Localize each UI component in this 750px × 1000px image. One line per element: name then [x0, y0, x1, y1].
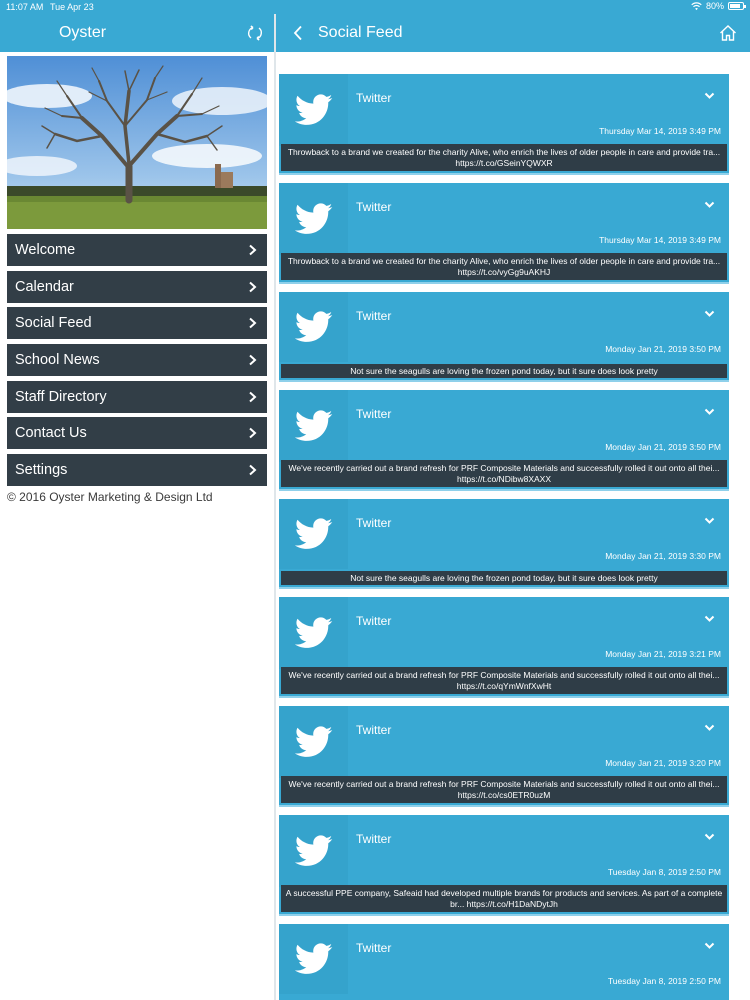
battery-percent: 80% [705, 1, 724, 11]
chevron-right-icon [248, 317, 257, 329]
chevron-down-icon[interactable] [704, 517, 715, 525]
chevron-right-icon [248, 391, 257, 403]
card-text: We've recently carried out a brand refresh for PRF Composite Materials and successfully rolled it out onto all thei... https://t.co/cs0ETR0uzM [281, 776, 727, 803]
card-date: Thursday Mar 14, 2019 3:49 PM [599, 235, 721, 245]
menu-item-label: Calendar [15, 278, 74, 295]
card-icon-box [279, 815, 348, 887]
app-title: Oyster [58, 24, 107, 41]
chevron-down-icon[interactable] [704, 408, 715, 416]
feed-card-6[interactable] [279, 597, 729, 698]
feed-card-9[interactable] [279, 924, 729, 1000]
feed-card-8[interactable] [279, 815, 729, 916]
battery-fill [730, 4, 740, 8]
menu-item-social-feed[interactable] [7, 307, 267, 339]
wifi-icon [691, 2, 702, 11]
card-source-label: Twitter [356, 200, 392, 214]
card-source-label: Twitter [356, 309, 392, 323]
battery-icon [728, 2, 744, 10]
back-chevron-icon[interactable] [292, 25, 304, 41]
menu-item-settings[interactable] [7, 454, 267, 486]
menu-item-label: Contact Us [15, 425, 87, 442]
side-menu [7, 234, 267, 491]
chevron-right-icon [248, 427, 257, 439]
twitter-bird-icon [295, 410, 333, 442]
chevron-right-icon [248, 464, 257, 476]
copyright-text: © 2016 Oyster Marketing & Design Ltd [7, 490, 213, 504]
page-title: Social Feed [318, 24, 403, 41]
chevron-right-icon [248, 244, 257, 256]
card-text: We've recently carried out a brand refresh for PRF Composite Materials and successfully rolled it out onto all thei... https://t.co/qYmWnfXwHt [281, 667, 727, 694]
card-date: Thursday Mar 14, 2019 3:49 PM [599, 126, 721, 136]
twitter-bird-icon [295, 311, 333, 343]
chevron-down-icon[interactable] [704, 92, 715, 100]
feed-card-1[interactable] [279, 74, 729, 175]
card-date: Monday Jan 21, 2019 3:50 PM [605, 344, 721, 354]
pane-divider [274, 14, 276, 1000]
card-date: Monday Jan 21, 2019 3:30 PM [605, 551, 721, 561]
menu-item-label: Staff Directory [15, 388, 107, 405]
card-icon-box [279, 597, 348, 669]
card-date: Tuesday Jan 8, 2019 2:50 PM [607, 867, 721, 877]
card-date: Monday Jan 21, 2019 3:20 PM [605, 758, 721, 768]
card-icon-box [279, 706, 348, 778]
card-text: A successful PPE company, Safeaid had developed multiple brands for products and services. As part of a complete br... https://t.co/H1DaNDytJh [281, 885, 727, 912]
card-source-label: Twitter [356, 832, 392, 846]
chevron-down-icon[interactable] [704, 201, 715, 209]
menu-item-contact-us[interactable] [7, 417, 267, 449]
card-icon-box [279, 74, 348, 146]
chevron-down-icon[interactable] [704, 833, 715, 841]
menu-item-school-news[interactable] [7, 344, 267, 376]
card-source-label: Twitter [356, 723, 392, 737]
twitter-bird-icon [295, 617, 333, 649]
card-icon-box [279, 390, 348, 462]
card-text: Throwback to a brand we created for the charity Alive, who enrich the lives of older people in care and provide tra... https://t.co/GSeinYQWXR [281, 144, 727, 171]
menu-item-label: Settings [15, 462, 68, 479]
card-date: Tuesday Jan 8, 2019 2:50 PM [607, 976, 721, 986]
status-right [691, 1, 744, 11]
feed-card-7[interactable] [279, 706, 729, 807]
chevron-down-icon[interactable] [704, 942, 715, 950]
card-text: Throwback to a brand we created for the charity Alive, who enrich the lives of older people in care and provide tra... https://t.co/vyGg9uAKHJ [281, 253, 727, 280]
card-date: Monday Jan 21, 2019 3:50 PM [605, 442, 721, 452]
card-icon-box [279, 499, 348, 569]
refresh-icon[interactable] [245, 23, 265, 43]
hero-image [7, 56, 267, 229]
twitter-bird-icon [295, 203, 333, 235]
feed-card-4[interactable] [279, 390, 729, 491]
chevron-down-icon[interactable] [704, 310, 715, 318]
menu-item-label: School News [15, 352, 100, 369]
menu-item-label: Welcome [15, 242, 76, 258]
card-icon-box [279, 292, 348, 362]
social-feed-list [279, 74, 729, 1000]
card-date: Monday Jan 21, 2019 3:21 PM [605, 649, 721, 659]
menu-item-label: Social Feed [15, 315, 92, 332]
card-source-label: Twitter [356, 941, 392, 955]
feed-card-5[interactable] [279, 499, 729, 589]
chevron-down-icon[interactable] [704, 724, 715, 732]
home-icon[interactable] [718, 23, 738, 43]
chevron-down-icon[interactable] [704, 615, 715, 623]
menu-item-calendar[interactable] [7, 271, 267, 303]
card-icon-box [279, 924, 348, 994]
card-source-label: Twitter [356, 407, 392, 421]
card-text: Not sure the seagulls are loving the frozen pond today, but it sure does look pretty [281, 364, 727, 379]
card-text: We've recently carried out a brand refresh for PRF Composite Materials and successfully rolled it out onto all thei... https://t.co/NDibw8XAXX [281, 460, 727, 487]
twitter-bird-icon [295, 518, 333, 550]
chevron-right-icon [248, 281, 257, 293]
feed-card-3[interactable] [279, 292, 729, 382]
status-time: 11:07 AM [6, 2, 44, 12]
menu-item-welcome[interactable] [7, 234, 267, 266]
feed-card-2[interactable] [279, 183, 729, 284]
status-bar [0, 0, 750, 14]
card-text: Not sure the seagulls are loving the frozen pond today, but it sure does look pretty [281, 571, 727, 586]
status-date: Tue Apr 23 [50, 2, 94, 12]
twitter-bird-icon [295, 726, 333, 758]
twitter-bird-icon [295, 94, 333, 126]
twitter-bird-icon [295, 835, 333, 867]
card-source-label: Twitter [356, 614, 392, 628]
menu-item-staff-directory[interactable] [7, 381, 267, 413]
card-source-label: Twitter [356, 91, 392, 105]
oak-tree-image [7, 56, 267, 229]
card-icon-box [279, 183, 348, 255]
twitter-bird-icon [295, 943, 333, 975]
card-source-label: Twitter [356, 516, 392, 530]
right-header [276, 14, 750, 52]
left-header [0, 14, 274, 52]
chevron-right-icon [248, 354, 257, 366]
